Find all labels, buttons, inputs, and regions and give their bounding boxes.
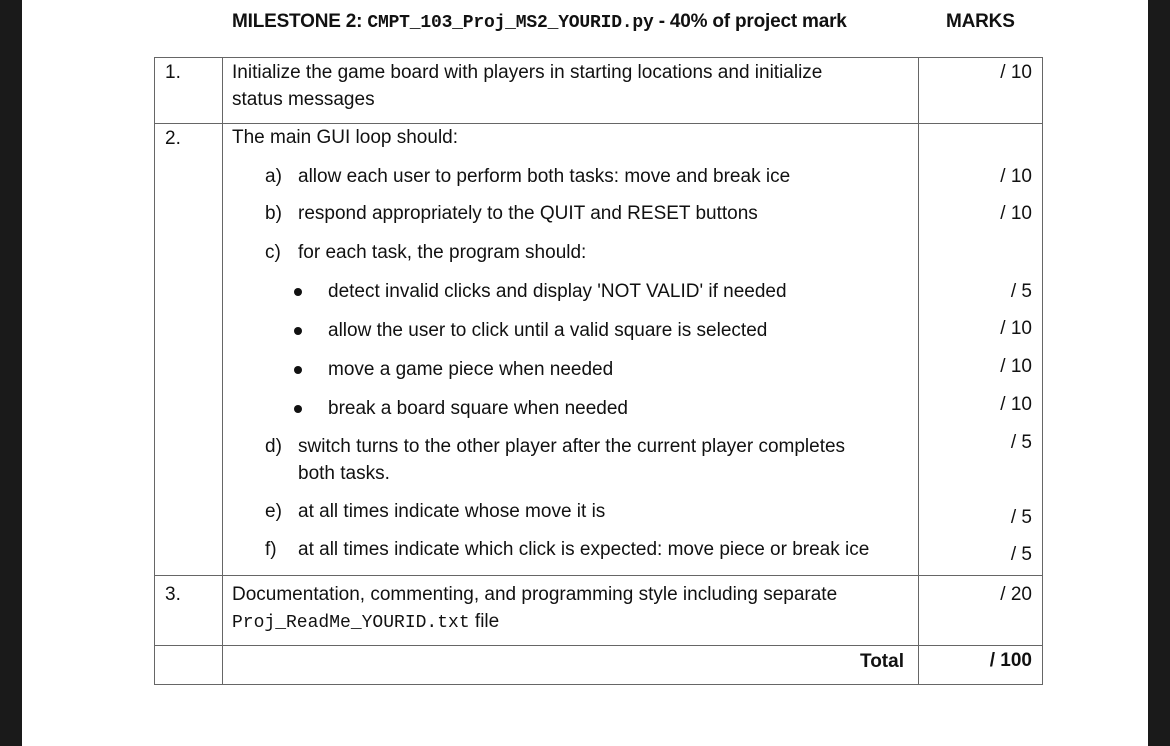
row-divider: [154, 575, 1043, 576]
bullet-text: detect invalid clicks and display 'NOT VALID' if needed: [328, 281, 787, 302]
item-label: f): [265, 539, 277, 560]
row-divider: [154, 645, 1043, 646]
item-c-text: for each task, the program should:: [298, 242, 587, 263]
row3-line2-suffix: file: [469, 611, 500, 632]
item-b-text: respond appropriately to the QUIT and RESET buttons: [298, 203, 758, 224]
marks-heading: MARKS: [946, 11, 1015, 32]
item-b-mark: / 10: [1000, 203, 1032, 224]
bullet-icon: [294, 366, 302, 374]
total-mark: / 100: [989, 650, 1032, 671]
row-number: 2.: [165, 128, 181, 149]
item-d-mark: / 5: [1010, 432, 1032, 453]
column-divider: [222, 57, 223, 685]
bullet-text: allow the user to click until a valid square is selected: [328, 320, 768, 341]
item-f-mark: / 5: [1010, 544, 1032, 565]
table-border-top: [154, 57, 1043, 58]
bullet-text: break a board square when needed: [328, 398, 629, 419]
bullet-icon: [294, 405, 302, 413]
row3-mark: / 20: [1000, 584, 1032, 605]
table-border-bottom: [154, 684, 1043, 685]
bullet-mark: / 5: [1010, 281, 1032, 302]
row2-intro: The main GUI loop should:: [232, 127, 459, 148]
total-label: Total: [860, 651, 904, 672]
table-border-left: [154, 57, 155, 685]
row1-line2: status messages: [232, 89, 375, 110]
column-divider: [918, 57, 919, 685]
row1-line1: Initialize the game board with players in starting locations and initialize: [232, 62, 823, 83]
item-label: c): [265, 242, 281, 263]
item-e-text: at all times indicate whose move it is: [298, 501, 606, 522]
item-e-mark: / 5: [1010, 507, 1032, 528]
readme-filename: Proj_ReadMe_YOURID.txt: [232, 613, 470, 633]
item-label: a): [265, 166, 282, 187]
item-a-text: allow each user to perform both tasks: move and break ice: [298, 166, 791, 187]
title-filename: CMPT_103_Proj_MS2_YOURID.py: [367, 13, 654, 33]
bullet-icon: [294, 288, 302, 296]
milestone-title: [232, 11, 847, 33]
title-suffix: - 40% of project mark: [653, 11, 847, 32]
bullet-text: move a game piece when needed: [328, 359, 614, 380]
bullet-mark: / 10: [1000, 318, 1032, 339]
bullet-icon: [294, 327, 302, 335]
table-border-right: [1042, 57, 1043, 685]
item-d-line1: switch turns to the other player after the current player completes: [298, 436, 846, 457]
row1-mark: / 10: [1000, 62, 1032, 83]
item-label: d): [265, 436, 282, 457]
bullet-mark: / 10: [1000, 356, 1032, 377]
item-label: b): [265, 203, 282, 224]
document-page: [22, 0, 1148, 746]
item-d-line2: both tasks.: [298, 463, 390, 484]
item-label: e): [265, 501, 282, 522]
row3-line1: Documentation, commenting, and programming style including separate: [232, 584, 838, 605]
row3-line2: [232, 608, 499, 637]
row-number: 1.: [165, 62, 181, 83]
title-prefix: MILESTONE 2:: [232, 11, 368, 32]
item-f-text: at all times indicate which click is expected: move piece or break ice: [298, 539, 870, 560]
row-number: 3.: [165, 584, 181, 605]
item-a-mark: / 10: [1000, 166, 1032, 187]
bullet-mark: / 10: [1000, 394, 1032, 415]
